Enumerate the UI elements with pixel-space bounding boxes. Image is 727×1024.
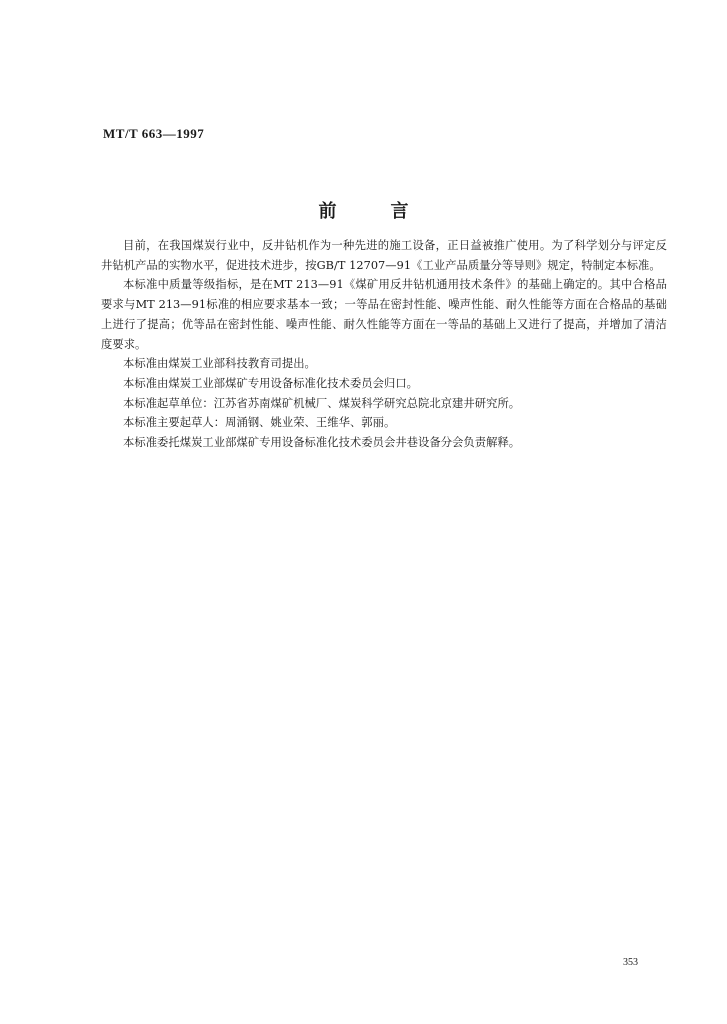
page-number: 353 bbox=[623, 957, 638, 968]
title-char-2: 言 bbox=[390, 201, 409, 222]
paragraph-4: 本标准由煤炭工业部煤矿专用设备标准化技术委员会归口。 bbox=[123, 376, 419, 390]
paragraph-3: 本标准由煤炭工业部科技教育司提出。 bbox=[123, 357, 316, 371]
title-char-1: 前 bbox=[318, 201, 337, 222]
paragraph-5: 本标准起草单位：江苏省苏南煤矿机械厂、煤炭科学研究总院北京建井研究所。 bbox=[123, 396, 521, 410]
paragraph-2: 本标准中质量等级指标，是在MT 213—91《煤矿用反井钻机通用技术条件》的基础上确定的。其中合格品要求与MT 213—91标准的相应要求基本一致；一等品在密封性能、噪声性能、耐久性能等方面在合格品的基础上进行了提高；优等品在密封性能、噪声性能、耐久性能等方面在一等品的基础上又进行了提高，并增加了清洁度要求。 bbox=[101, 278, 667, 351]
paragraph-1: 目前，在我国煤炭行业中，反井钻机作为一种先进的施工设备，正日益被推广使用。为了科学划分与评定反井钻机产品的实物水平，促进技术进步，按GB/T 12707—91《工业产品质量分等导则》规定，特制定本标准。 bbox=[101, 239, 667, 272]
page-title bbox=[0, 197, 727, 223]
paragraph-6: 本标准主要起草人：周涌钢、姚业荣、王维华、郭丽。 bbox=[123, 416, 396, 430]
foreword-body bbox=[101, 236, 667, 453]
standard-code: MT/T 663—1997 bbox=[103, 126, 205, 141]
paragraph-7: 本标准委托煤炭工业部煤矿专用设备标准化技术委员会井巷设备分会负责解释。 bbox=[123, 436, 521, 450]
